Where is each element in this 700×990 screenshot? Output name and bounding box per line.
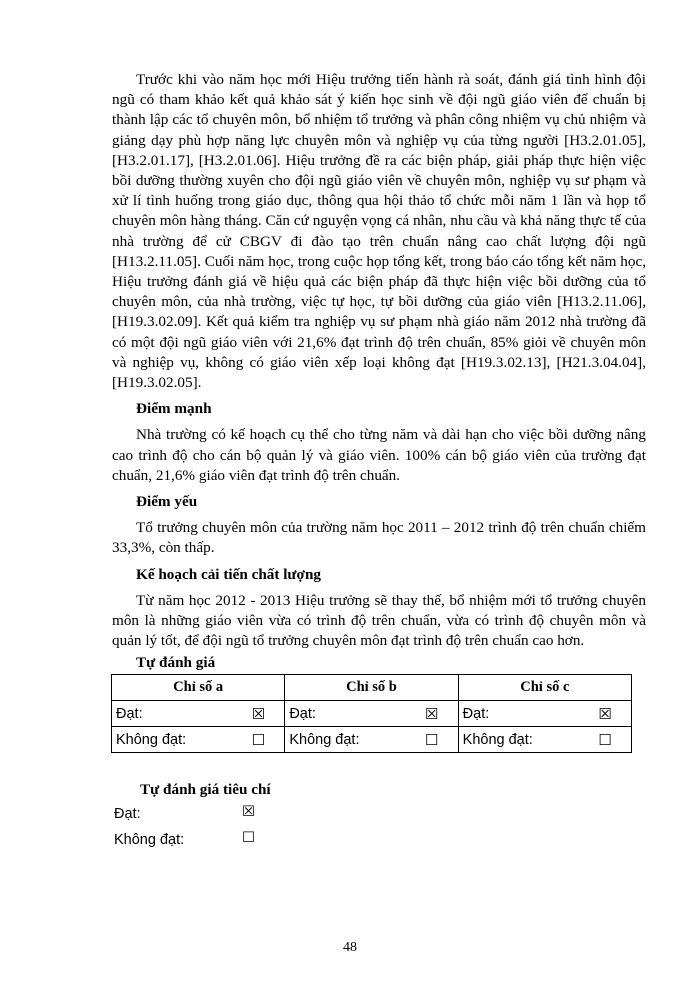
fail-label-b: Không đạt: xyxy=(285,727,406,753)
fail-label-a: Không đạt: xyxy=(112,727,233,753)
paragraph-strengths: Nhà trường có kế hoạch cụ thể cho từng năm và dài hạn cho việc bồi dưỡng nâng cao trình độ cho cán bộ quản lý và giáo viên. 100% cán bộ giáo viên của trường đạt chuẩn, 21,6% giáo viên đạt trình độ trên chuẩn. xyxy=(112,426,646,484)
paragraph-weaknesses: Tổ trưởng chuyên môn của trường năm học 2011 – 2012 trình độ trên chuẩn chiếm 33,3%, còn thấp. xyxy=(112,519,646,557)
criteria-pass-label: Đạt: xyxy=(114,806,141,822)
heading-strengths: Điểm mạnh xyxy=(136,400,212,418)
document-body xyxy=(112,70,646,651)
heading-plan: Kế hoạch cải tiến chất lượng xyxy=(136,565,322,583)
pass-label-c: Đạt: xyxy=(458,701,579,727)
paragraph-main: Trước khi vào năm học mới Hiệu trưởng tiến hành rà soát, đánh giá tình hình đội ngũ có tham khảo kết quả khảo sát ý kiến học sinh về đội ngũ giáo viên để chuẩn bị thành lập các tổ chuyên môn, bổ nhiệm tổ trưởng và phân công nhiệm vụ chủ nhiệm và giảng dạy phù hợp năng lực chuyên môn và nghiệp vụ của từng người [H3.2.01.05], [H3.2.01.17], [H3.2.01.06]. Hiệu trưởng đề ra các biện pháp, giải pháp thực hiện việc bồi dưỡng thường xuyên cho đội ngũ giáo viên về chuyên môn, nghiệp vụ sư phạm và xử lí tình huống trong giáo dục, thông qua hội thảo tổ chức mỗi năm 1 lần và họp tổ chuyên môn hàng tháng. Căn cứ nguyện vọng cá nhân, nhu cầu và khả năng thực tế của nhà trường để cử CBGV đi đào tạo trên chuẩn nâng cao chất lượng đội ngũ [H13.2.11.05]. Cuối năm học, trong cuộc họp tổng kết, trong báo cáo tổng kết năm học, Hiệu trưởng đánh giá về hiệu quả các biện pháp đã thực hiện việc bồi dưỡng của tổ chuyên môn, của nhà trường, việc tự học, tự bồi dưỡng của giáo viên [H13.2.11.06], [H19.3.02.09]. Kết quả kiểm tra nghiệp vụ sư phạm nhà giáo năm 2012 nhà trường đã có một đội ngũ giáo viên với 21,6% đạt trình độ trên chuẩn, 85% giỏi về chuyên môn và nghiệp vụ, không có giáo viên xếp loại không đạt [H19.3.02.13], [H21.3.04.04], [H19.3.02.05]. xyxy=(112,71,646,392)
empty-box-icon[interactable]: ☐ xyxy=(232,727,285,753)
criteria-checked-box-icon[interactable]: ☒ xyxy=(242,804,255,820)
fail-label-c: Không đạt: xyxy=(458,727,579,753)
column-header-c: Chỉ số c xyxy=(458,675,631,701)
table-row-fail xyxy=(112,727,632,753)
self-assessment-table xyxy=(111,674,632,753)
checked-box-icon[interactable]: ☒ xyxy=(232,701,285,727)
empty-box-icon[interactable]: ☐ xyxy=(579,727,632,753)
paragraph-plan: Từ năm học 2012 - 2013 Hiệu trưởng sẽ thay thế, bổ nhiệm mới tổ trưởng chuyên môn là những giáo viên vừa có trình độ trên chuẩn, vừa có trình độ chuyên môn và quản lý tốt, để đội ngũ tổ trưởng chuyên môn đạt trình độ trên chuẩn cao hơn. xyxy=(112,591,646,650)
column-header-a: Chỉ số a xyxy=(112,675,285,701)
table-header-row xyxy=(112,675,632,701)
column-header-b: Chỉ số b xyxy=(285,675,458,701)
pass-label-b: Đạt: xyxy=(285,701,406,727)
self-assessment-title: Tự đánh giá xyxy=(136,654,216,671)
checked-box-icon[interactable]: ☒ xyxy=(406,701,459,727)
criteria-fail-label: Không đạt: xyxy=(114,832,185,848)
page-number: 48 xyxy=(343,940,357,955)
checked-box-icon[interactable]: ☒ xyxy=(579,701,632,727)
empty-box-icon[interactable]: ☐ xyxy=(406,727,459,753)
pass-label-a: Đạt: xyxy=(112,701,233,727)
criteria-title: Tự đánh giá tiêu chí xyxy=(140,781,271,798)
heading-weaknesses: Điểm yếu xyxy=(136,493,198,511)
criteria-empty-box-icon[interactable]: ☐ xyxy=(242,830,255,846)
table-row-pass xyxy=(112,701,632,727)
